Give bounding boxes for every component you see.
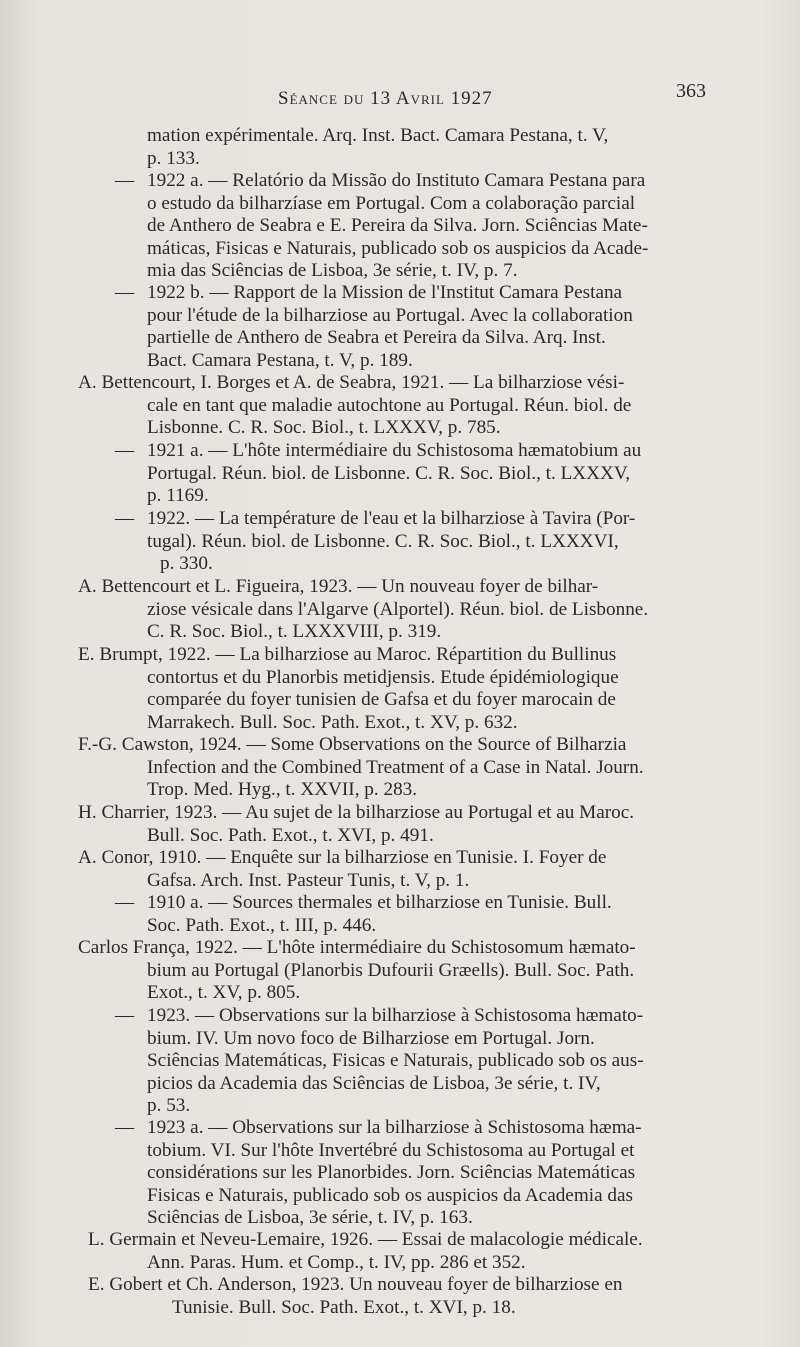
bibliography-entry xyxy=(0,734,800,802)
entry-line: mia das Sciências de Lisboa, 3e série, t. IV, p. 7. xyxy=(147,260,518,281)
bibliography-entry xyxy=(0,892,800,937)
entry-line: 1923. — Observations sur la bilharziose à Schistosoma hæmato- xyxy=(147,1005,644,1026)
entry-line: F.-G. Cawston, 1924. — Some Observations on the Source of Bilharzia xyxy=(78,734,627,755)
ditto-dash: — xyxy=(115,508,135,529)
entry-line: Sciências Matemáticas, Fisicas e Naturais, publicado sob os aus- xyxy=(147,1050,644,1071)
entry-line: máticas, Fisicas e Naturais, publicado sob os auspicios da Acade- xyxy=(147,237,649,259)
bibliography-entry xyxy=(0,125,800,170)
entry-line: 1922 a. — Relatório da Missão do Instituto Camara Pestana para xyxy=(147,170,646,191)
running-head: Séance du 13 Avril 1927 xyxy=(278,88,493,109)
ditto-dash: — xyxy=(115,440,135,461)
bibliography-entry xyxy=(0,508,800,576)
entry-line: considérations sur les Planorbides. Jorn. Sciências Matemáticas xyxy=(147,1162,636,1183)
bibliography-entry xyxy=(0,1005,800,1117)
ditto-dash: — xyxy=(115,282,135,303)
bibliography-entry xyxy=(0,282,800,372)
entry-line: Gafsa. Arch. Inst. Pasteur Tunis, t. V, p. 1. xyxy=(147,869,470,891)
entry-line: Ann. Paras. Hum. et Comp., t. IV, pp. 286 et 352. xyxy=(147,1251,526,1273)
entry-line: E. Brumpt, 1922. — La bilharziose au Maroc. Répartition du Bullinus xyxy=(78,644,617,665)
entry-line: de Anthero de Seabra e E. Pereira da Silva. Jorn. Sciências Mate- xyxy=(147,215,648,236)
entry-line: contortus et du Planorbis metidjensis. Etude épidémiologique xyxy=(147,666,619,688)
entry-line: H. Charrier, 1923. — Au sujet de la bilharziose au Portugal et au Maroc. xyxy=(78,802,635,823)
bibliography-entry xyxy=(0,937,800,1005)
bibliography xyxy=(0,125,800,1319)
entry-line: Bact. Camara Pestana, t. V, p. 189. xyxy=(147,349,413,371)
entry-line: Marrakech. Bull. Soc. Path. Exot., t. XV, p. 632. xyxy=(147,711,518,733)
bibliography-entry xyxy=(0,644,800,734)
entry-line: Sciências de Lisboa, 3e série, t. IV, p. 163. xyxy=(147,1207,473,1228)
entry-line: Soc. Path. Exot., t. III, p. 446. xyxy=(147,914,377,936)
entry-line: Trop. Med. Hyg., t. XXVII, p. 283. xyxy=(147,779,418,800)
entry-line: Bull. Soc. Path. Exot., t. XVI, p. 491. xyxy=(147,824,434,846)
entry-line: 1910 a. — Sources thermales et bilharziose en Tunisie. Bull. xyxy=(147,892,612,913)
entry-line: bium. IV. Um novo foco de Bilharziose em Portugal. Jorn. xyxy=(147,1027,595,1049)
ditto-dash: — xyxy=(115,892,135,913)
entry-line: Infection and the Combined Treatment of a Case in Natal. Journ. xyxy=(147,756,644,778)
entry-line: Portugal. Réun. biol. de Lisbonne. C. R. Soc. Biol., t. LXXXV, xyxy=(147,462,631,484)
entry-line: L. Germain et Neveu-Lemaire, 1926. — Essai de malacologie médicale. xyxy=(88,1229,643,1250)
entry-line: Fisicas e Naturais, publicado sob os auspicios da Academia das xyxy=(147,1184,633,1206)
page-header xyxy=(0,78,800,108)
entry-line: p. 53. xyxy=(147,1095,191,1116)
bibliography-entry xyxy=(0,372,800,440)
entry-line: p. 1169. xyxy=(147,485,209,506)
bibliography-entry xyxy=(0,576,800,644)
entry-line: 1921 a. — L'hôte intermédiaire du Schistosoma hæmatobium au xyxy=(147,440,642,461)
entry-line: p. 330. xyxy=(160,553,213,574)
entry-line: comparée du foyer tunisien de Gafsa et du foyer marocain de xyxy=(147,689,616,710)
entry-line: Exot., t. XV, p. 805. xyxy=(147,982,301,1003)
entry-line: Carlos França, 1922. — L'hôte intermédiaire du Schistosomum hæmato- xyxy=(78,937,636,958)
entry-line: A. Bettencourt, I. Borges et A. de Seabra, 1921. — La bilharziose vési- xyxy=(78,372,625,393)
entry-line: E. Gobert et Ch. Anderson, 1923. Un nouveau foyer de bilharziose en xyxy=(88,1274,623,1295)
entry-line: Lisbonne. C. R. Soc. Biol., t. LXXXV, p. 785. xyxy=(147,417,501,438)
bibliography-entry xyxy=(0,1274,800,1319)
entry-line: mation expérimentale. Arq. Inst. Bact. Camara Pestana, t. V, xyxy=(147,125,609,146)
entry-line: cale en tant que maladie autochtone au Portugal. Réun. biol. de xyxy=(147,394,632,416)
entry-line: tugal). Réun. biol. de Lisbonne. C. R. Soc. Biol., t. LXXXVI, xyxy=(147,530,619,552)
entry-line: A. Conor, 1910. — Enquête sur la bilharziose en Tunisie. I. Foyer de xyxy=(78,847,607,868)
entry-line: pour l'étude de la bilharziose au Portugal. Avec la collaboration xyxy=(147,304,633,326)
entry-line: partielle de Anthero de Seabra et Pereira da Silva. Arq. Inst. xyxy=(147,327,606,348)
ditto-dash: — xyxy=(115,1005,135,1026)
entry-line: 1922. — La température de l'eau et la bilharziose à Tavira (Por- xyxy=(147,508,636,529)
ditto-dash: — xyxy=(115,170,135,191)
page-number: 363 xyxy=(676,80,706,102)
entry-line: p. 133. xyxy=(147,147,200,169)
entry-line: 1922 b. — Rapport de la Mission de l'Institut Camara Pestana xyxy=(147,282,623,303)
ditto-dash: — xyxy=(115,1117,135,1138)
entry-line: A. Bettencourt et L. Figueira, 1923. — Un nouveau foyer de bilhar- xyxy=(78,576,599,597)
entry-line: picios da Academia das Sciências de Lisboa, 3e série, t. IV, xyxy=(147,1072,601,1094)
entry-line: bium au Portugal (Planorbis Dufourii Græells). Bull. Soc. Path. xyxy=(147,959,635,981)
entry-line: o estudo da bilharzíase em Portugal. Com a colaboração parcial xyxy=(147,192,636,214)
bibliography-entry xyxy=(0,440,800,508)
bibliography-entry xyxy=(0,802,800,847)
bibliography-entry xyxy=(0,170,800,282)
bibliography-entry xyxy=(0,847,800,892)
entry-line: Tunisie. Bull. Soc. Path. Exot., t. XVI, p. 18. xyxy=(172,1296,516,1318)
entry-line: ziose vésicale dans l'Algarve (Alportel). Réun. biol. de Lisbonne. xyxy=(147,598,649,620)
entry-line: tobium. VI. Sur l'hôte Invertébré du Schistosoma au Portugal et xyxy=(147,1139,635,1161)
bibliography-entry xyxy=(0,1117,800,1229)
entry-line: 1923 a. — Observations sur la bilharziose à Schistosoma hæma- xyxy=(147,1117,642,1138)
bibliography-entry xyxy=(0,1229,800,1274)
entry-line: C. R. Soc. Biol., t. LXXXVIII, p. 319. xyxy=(147,621,442,642)
